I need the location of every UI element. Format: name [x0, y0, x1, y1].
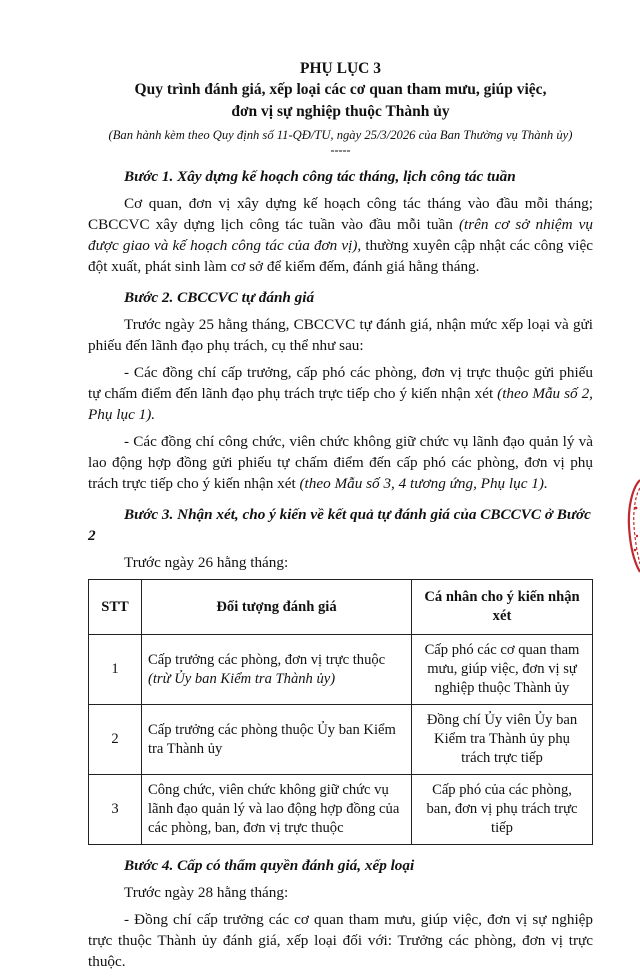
row-stt: 2	[89, 705, 142, 775]
row-stt: 3	[89, 775, 142, 845]
row-reviewer: Cấp phó các cơ quan tham mưu, giúp việc, đơn vị sự nghiệp thuộc Thành ủy	[412, 635, 593, 705]
subtitle-line-1: Quy trình đánh giá, xếp loại các cơ quan tham mưu, giúp việc,	[134, 81, 547, 98]
step-4-intro: Trước ngày 28 hằng tháng:	[124, 884, 289, 901]
row-reviewer: Cấp phó của các phòng, ban, đơn vị phụ trách trực tiếp	[412, 775, 593, 845]
row-subject-text: Cấp trưởng các phòng, đơn vị trực thuộc	[148, 651, 386, 668]
header-subject: Đối tượng đánh giá	[142, 580, 412, 635]
step-3-heading: Bước 3. Nhận xét, cho ý kiến về kết quả tự đánh giá của CBCCVC ở Bước 2	[88, 506, 591, 544]
row-subject: Cấp trưởng các phòng thuộc Ủy ban Kiểm tra Thành ủy	[142, 705, 412, 775]
step-2-intro: Trước ngày 25 hằng tháng, CBCCVC tự đánh giá, nhận mức xếp loại và gửi phiếu đến lãnh đạo phụ trách, cụ thể như sau:	[88, 316, 593, 354]
step-1-heading: Bước 1. Xây dựng kế hoạch công tác tháng, lịch công tác tuần	[124, 168, 516, 185]
step-2-item-2-text: - Các đồng chí công chức, viên chức không giữ chức vụ lãnh đạo quản lý và lao động hợp đồng gửi phiếu tự chấm điểm đến cấp phó các phòng, đơn vị phụ trách trực tiếp cho ý kiến nhận xét	[88, 433, 593, 492]
table-row	[89, 775, 593, 845]
header-stt: STT	[89, 580, 142, 635]
table-row	[89, 705, 593, 775]
step-4-item-1: - Đồng chí cấp trưởng các cơ quan tham mưu, giúp việc, đơn vị sự nghiệp trực thuộc Thành ủy đánh giá, xếp loại đối với: Trưởng các phòng, đơn vị trực thuộc.	[88, 911, 593, 970]
row-subject: Công chức, viên chức không giữ chức vụ lãnh đạo quản lý và lao động hợp đồng của các phòng, ban, đơn vị trực thuộc	[142, 775, 412, 845]
subtitle-line-2: đơn vị sự nghiệp thuộc Thành ủy	[231, 103, 450, 120]
step-2-item-1-text: - Các đồng chí cấp trưởng, cấp phó các phòng, đơn vị trực thuộc gửi phiếu tự chấm điểm đến lãnh đạo phụ trách trực tiếp cho ý kiến nhận xét	[88, 364, 593, 402]
appendix-title: PHỤ LỤC 3	[300, 60, 381, 77]
step-4-heading: Bước 4. Cấp có thẩm quyền đánh giá, xếp loại	[124, 857, 415, 874]
review-table	[88, 579, 593, 845]
step-2-item-2-italic: (theo Mẫu số 3, 4 tương ứng, Phụ lục 1).	[299, 475, 548, 492]
step-3-intro: Trước ngày 26 hằng tháng:	[124, 554, 289, 571]
document-page	[88, 58, 593, 978]
row-subject	[142, 635, 412, 705]
document-subtitle	[88, 79, 593, 123]
step-1-text-italic: (trên cơ sở nhiệm vụ được giao và kế hoạch công tác của đơn vị),	[88, 216, 593, 254]
step-2-item-2	[88, 431, 593, 494]
row-stt: 1	[89, 635, 142, 705]
step-1-text-b: thường xuyên cập nhật các công việc đột xuất, phát sinh làm cơ sở để kiểm đếm, đánh giá hằng tháng.	[88, 237, 593, 275]
issuance-note: (Ban hành kèm theo Quy định số 11-QĐ/TU, ngày 25/3/2026 của Ban Thường vụ Thành ủy)	[108, 128, 573, 142]
row-reviewer: Đồng chí Ủy viên Ủy ban Kiểm tra Thành ủy phụ trách trực tiếp	[412, 705, 593, 775]
red-seal-icon	[626, 478, 640, 574]
table-row	[89, 635, 593, 705]
step-2-heading: Bước 2. CBCCVC tự đánh giá	[124, 289, 315, 306]
row-subject-note: (trừ Ủy ban Kiểm tra Thành ủy)	[148, 670, 336, 687]
step-1-paragraph	[88, 193, 593, 277]
step-1-text-a: Cơ quan, đơn vị xây dựng kế hoạch công tác tháng vào đầu mỗi tháng; CBCCVC xây dựng lịch công tác tuần vào đầu mỗi tuần	[88, 195, 593, 233]
header-reviewer: Cá nhân cho ý kiến nhận xét	[412, 580, 593, 635]
table-header-row	[89, 580, 593, 635]
step-2-item-1	[88, 362, 593, 425]
separator: -----	[330, 143, 351, 157]
step-2-item-1-italic: (theo Mẫu số 2, Phụ lục 1).	[88, 385, 593, 423]
